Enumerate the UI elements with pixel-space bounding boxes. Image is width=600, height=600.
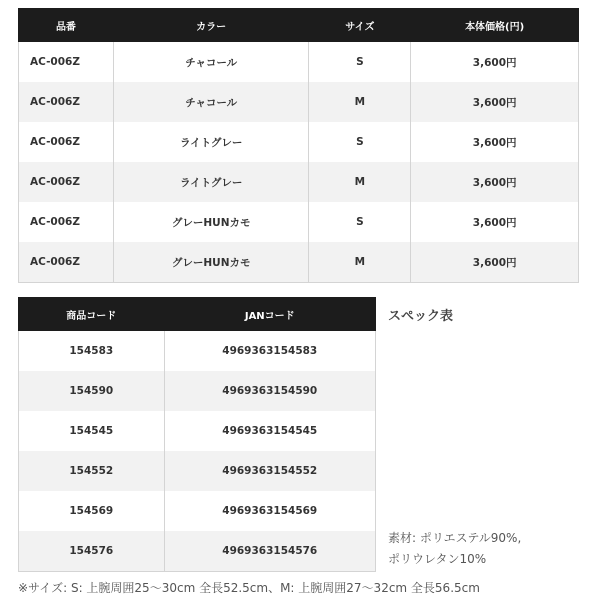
table-row — [19, 331, 376, 372]
color-cell: グレーHUNカモ — [113, 242, 309, 283]
spec-table-title: スペック表 — [388, 309, 454, 324]
product-number-cell: AC-006Z — [19, 42, 114, 83]
material-text — [388, 528, 588, 570]
table-row — [19, 491, 376, 531]
item-code-cell: 154590 — [19, 371, 165, 411]
table-row — [19, 371, 376, 411]
material-line-2: ポリウレタン10% — [388, 552, 487, 566]
color-cell: チャコール — [113, 42, 309, 83]
product-number-cell: AC-006Z — [19, 122, 114, 162]
table-row — [19, 531, 376, 572]
item-code-cell: 154569 — [19, 491, 165, 531]
table-row — [19, 202, 579, 242]
material-line-1: 素材: ポリエステル90%, — [388, 531, 522, 545]
table-row — [19, 451, 376, 491]
product-number-cell: AC-006Z — [19, 162, 114, 202]
jan-code-cell: 4969363154545 — [164, 411, 375, 451]
size-cell: S — [309, 122, 411, 162]
jan-code-cell: 4969363154576 — [164, 531, 375, 572]
color-cell: ライトグレー — [113, 122, 309, 162]
table-row — [19, 242, 579, 283]
jan-code-cell: 4969363154590 — [164, 371, 375, 411]
header-size: サイズ — [309, 9, 411, 42]
header-item-code: 商品コード — [19, 298, 165, 331]
product-number-cell: AC-006Z — [19, 242, 114, 283]
price-cell: 3,600円 — [411, 162, 579, 202]
price-table — [18, 8, 579, 283]
header-jan-code: JANコード — [164, 298, 375, 331]
table-row — [19, 42, 579, 83]
table-row — [19, 122, 579, 162]
price-cell: 3,600円 — [411, 82, 579, 122]
size-cell: S — [309, 42, 411, 83]
color-cell: チャコール — [113, 82, 309, 122]
price-cell: 3,600円 — [411, 202, 579, 242]
price-cell: 3,600円 — [411, 122, 579, 162]
table-row — [19, 162, 579, 202]
jan-code-cell: 4969363154569 — [164, 491, 375, 531]
header-price: 本体価格(円) — [411, 9, 579, 42]
item-code-cell: 154583 — [19, 331, 165, 372]
item-code-cell: 154552 — [19, 451, 165, 491]
header-color: カラー — [113, 9, 309, 42]
size-cell: M — [309, 162, 411, 202]
product-number-cell: AC-006Z — [19, 82, 114, 122]
item-code-cell: 154576 — [19, 531, 165, 572]
size-cell: M — [309, 242, 411, 283]
code-table-header — [19, 298, 376, 331]
table-row — [19, 82, 579, 122]
table-row — [19, 411, 376, 451]
product-number-cell: AC-006Z — [19, 202, 114, 242]
size-cell: M — [309, 82, 411, 122]
header-product-number: 品番 — [19, 9, 114, 42]
jan-code-cell: 4969363154552 — [164, 451, 375, 491]
code-table — [18, 297, 376, 572]
jan-code-cell: 4969363154583 — [164, 331, 375, 372]
price-cell: 3,600円 — [411, 42, 579, 83]
price-cell: 3,600円 — [411, 242, 579, 283]
item-code-cell: 154545 — [19, 411, 165, 451]
price-table-header — [19, 9, 579, 42]
color-cell: ライトグレー — [113, 162, 309, 202]
size-cell: S — [309, 202, 411, 242]
size-note: ※サイズ: S: 上腕周囲25〜30cm 全長52.5cm、M: 上腕周囲27〜32cm 全長56.5cm — [18, 581, 480, 595]
color-cell: グレーHUNカモ — [113, 202, 309, 242]
